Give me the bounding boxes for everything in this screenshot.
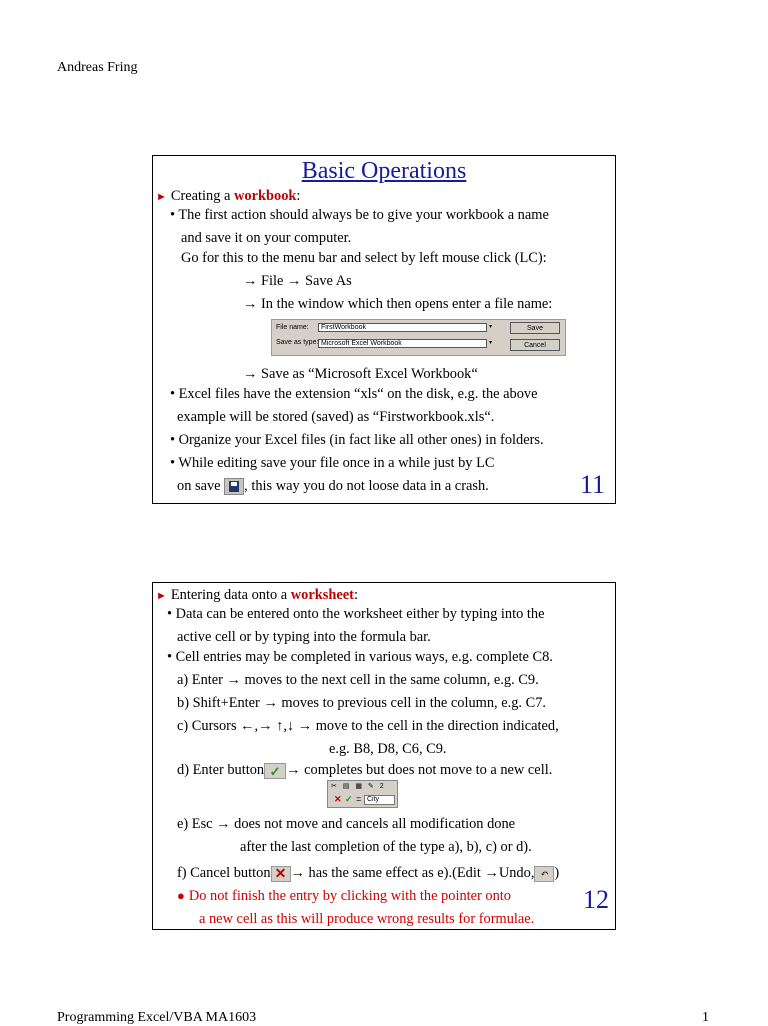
text-line: • Excel files have the extension “xls“ on the disk, e.g. the above [170, 386, 538, 402]
enter-checkmark-icon: ✓ [264, 763, 286, 779]
equals-icon: = [356, 794, 362, 804]
save-button-image: Save [510, 322, 560, 334]
arrow-bullet-icon: ► [156, 191, 167, 203]
slide-title: Basic Operations [301, 158, 467, 184]
cancel-button-image: Cancel [510, 339, 560, 351]
author-name: Andreas Fring [57, 60, 138, 75]
save-type-label: Save as type: [276, 339, 319, 346]
formula-value: City [364, 795, 395, 805]
text-line: e) Esc → does not move and cancels all modification done [177, 816, 516, 832]
toolbar-icons: ✂ ▤ ▦ ✎ 2 [331, 783, 386, 790]
text-line: after the last completion of the type a), b), c) or d). [240, 839, 532, 855]
text-line: • The first action should always be to give your workbook a name [170, 207, 549, 223]
text-line: • Cell entries may be completed in various ways, e.g. complete C8. [167, 649, 553, 665]
text-line: • Organize your Excel files (in fact like all other ones) in folders. [170, 432, 544, 448]
text-line: active cell or by typing into the formula bar. [177, 629, 431, 645]
formula-bar-image [327, 780, 398, 808]
text-line: b) Shift+Enter → moves to previous cell in the column, e.g. C7. [177, 695, 547, 711]
save-as-dialog-image [271, 319, 566, 356]
file-name-label: File name: [276, 324, 309, 331]
text-line: • Data can be entered onto the worksheet either by typing into the [167, 606, 545, 622]
text-line: Go for this to the menu bar and select by left mouse click (LC): [181, 250, 547, 266]
file-name-field: FirstWorkbook [318, 323, 494, 332]
save-type-field: Microsoft Excel Workbook [318, 339, 494, 348]
text-line: c) Cursors ←,→ ↑,↓ → move to the cell in the direction indicated, [177, 718, 559, 734]
text-line: f) Cancel button ✕ → has the same effect as e).(Edit →Undo, ↶ ) [177, 865, 560, 882]
text-line: → In the window which then opens enter a file name: [243, 296, 553, 312]
text-line: → Save as “Microsoft Excel Workbook“ [243, 366, 478, 382]
text-line: e.g. B8, D8, C6, C9. [329, 741, 447, 757]
text-line: d) Enter button ✓ → completes but does not move to a new cell. [177, 762, 553, 779]
cancel-x-icon: ✕ [271, 866, 291, 882]
text-line: a) Enter → moves to the next cell in the same column, e.g. C9. [177, 672, 539, 688]
bomb-icon: ● [177, 888, 185, 903]
text-line: → File → Save As [243, 273, 352, 289]
warning-line: a new cell as this will produce wrong results for formulae. [199, 911, 535, 927]
text-line: example will be stored (saved) as “Firstworkbook.xls“. [177, 409, 495, 425]
text-line: and save it on your computer. [181, 230, 352, 246]
slide-basic-operations [152, 155, 616, 504]
dropdown-arrow-icon: ▾ [486, 323, 494, 332]
bullet-heading: ► Entering data onto a worksheet: [156, 587, 358, 603]
undo-icon: ↶ [534, 866, 554, 882]
slide-number: 12 [583, 885, 609, 914]
arrow-bullet-icon: ► [156, 590, 167, 602]
warning-line: ● Do not finish the entry by clicking with the pointer onto [177, 888, 511, 904]
save-icon [224, 478, 244, 495]
footer-course: Programming Excel/VBA MA1603 [57, 1010, 257, 1025]
text-line: • While editing save your file once in a while just by LC [170, 455, 495, 471]
cancel-x-icon: ✕ [334, 794, 342, 804]
slide-number: 11 [579, 470, 605, 499]
enter-check-icon: ✓ [345, 794, 353, 804]
slide-entering-data [152, 582, 616, 930]
text-line: on save , this way you do not loose data in a crash. [177, 478, 489, 494]
footer-page-number: 1 [702, 1010, 709, 1025]
bullet-heading: ► Creating a workbook: [156, 188, 301, 204]
dropdown-arrow-icon: ▾ [486, 339, 494, 348]
